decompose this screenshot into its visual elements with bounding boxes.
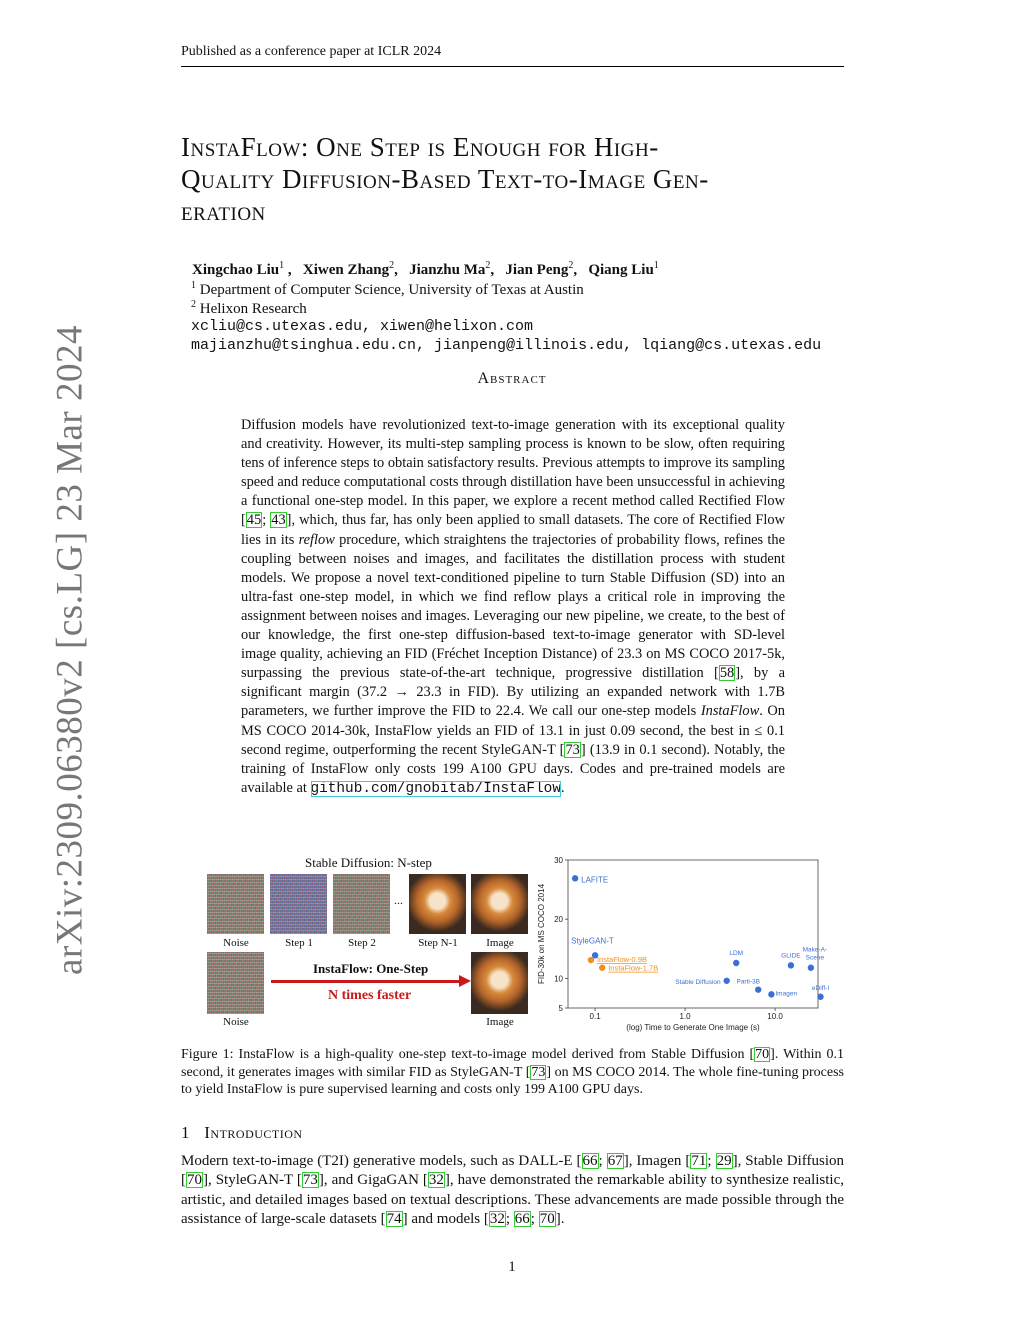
affil-number: 1 xyxy=(191,280,196,291)
citation-link[interactable]: 32 xyxy=(489,1210,505,1227)
point-lafite xyxy=(572,875,578,881)
x-tick-label: 0.1 xyxy=(589,1012,601,1021)
point-stable-diffusion xyxy=(723,978,729,984)
abstract-text: . On MS COCO 2014-30k, InstaFlow yields an FID of 13.1 in just 0.09 second, the best in ≤ 0.1 second regime, outperforming the recent StyleGAN-T [ xyxy=(241,703,785,758)
chart-xlabel: (log) Time to Generate One Image (s) xyxy=(626,1023,760,1032)
point-ediff-i xyxy=(817,994,823,1000)
label-image: Image xyxy=(486,937,514,949)
point-instaflow-1-7b xyxy=(599,965,605,971)
intro-text: ], and GigaGAN [ xyxy=(318,1172,428,1189)
author-sep: , xyxy=(573,262,589,278)
sd-title: Stable Diffusion: N-step xyxy=(305,855,432,870)
y-tick-label: 5 xyxy=(558,1004,563,1013)
label-image-2: Image xyxy=(486,1016,514,1028)
abstract-text: . xyxy=(560,779,565,796)
affil-text: Department of Computer Science, University of Texas at Austin xyxy=(199,282,584,298)
x-tick-label: 10.0 xyxy=(767,1012,783,1021)
point-label: Imagen xyxy=(775,990,798,998)
running-header: Published as a conference paper at ICLR 2024 xyxy=(181,44,442,59)
step-n-1-image xyxy=(409,874,466,934)
label-step-1: Step 1 xyxy=(285,937,313,949)
affiliation-2 xyxy=(191,299,307,318)
instaflow-noise-image xyxy=(207,952,264,1014)
author-name: Xiwen Zhang xyxy=(302,262,390,278)
intro-text: Modern text-to-image (T2I) generative models, such as DALL-E [ xyxy=(181,1153,582,1169)
point-label: Parti-3B xyxy=(736,978,760,986)
caption-text: Figure 1: InstaFlow is a high-quality one-step text-to-image model derived from Stable Diffusion [ xyxy=(181,1047,755,1062)
label-step-n-1: Step N-1 xyxy=(418,937,458,949)
citation-link[interactable]: 73 xyxy=(531,1064,546,1080)
x-tick-label: 1.0 xyxy=(679,1012,691,1021)
chart-ylabel: FID-30k on MS COCO 2014 xyxy=(537,883,546,985)
arxiv-stamp: arXiv:2309.06380v2 [cs.LG] 23 Mar 2024 xyxy=(49,325,91,975)
step-2-image xyxy=(333,874,390,934)
label-noise-2: Noise xyxy=(223,1016,249,1028)
author-list xyxy=(192,260,659,279)
point-ldm xyxy=(733,960,739,966)
instaflow-image xyxy=(471,952,528,1014)
intro-text: ], Stable Diffusion [ xyxy=(181,1153,845,1189)
section-number: 1 xyxy=(181,1123,190,1142)
point-label: Stable Diffusion xyxy=(675,978,721,986)
section-title: Introduction xyxy=(204,1123,303,1142)
intro-text: ]. xyxy=(555,1210,565,1227)
step-1-image xyxy=(270,874,327,934)
citation-link[interactable]: 71 xyxy=(691,1153,707,1169)
arrow-head-icon xyxy=(459,975,471,987)
author-affil: 2 xyxy=(568,260,574,271)
intro-text: ] and models [ xyxy=(402,1210,489,1227)
citation-link[interactable]: 73 xyxy=(302,1172,318,1189)
point-label: StyleGAN-T xyxy=(571,936,614,946)
citation-link[interactable]: 67 xyxy=(607,1153,623,1169)
caption-text: ]. Within 0.1 second, it generates images with similar FID as StyleGAN-T [ xyxy=(181,1047,845,1080)
point-label: GLIDE xyxy=(781,952,801,960)
author-affil: 1 xyxy=(653,260,659,271)
author-name: Qiang Liu xyxy=(588,262,654,278)
citation-link[interactable]: 73 xyxy=(565,741,580,758)
citation-link[interactable]: 29 xyxy=(716,1153,732,1169)
intro-text: ], StyleGAN-T [ xyxy=(203,1172,302,1189)
affil-text: Helixon Research xyxy=(199,301,307,317)
y-tick-label: 20 xyxy=(554,915,563,925)
citation-link[interactable]: 43 xyxy=(271,512,286,529)
paper-title xyxy=(181,131,851,227)
y-tick-label: 30 xyxy=(554,856,563,865)
citation-link[interactable]: 66 xyxy=(514,1210,530,1227)
title-line-2: Quality Diffusion-Based Text-to-Image Gen- xyxy=(181,164,709,194)
author-name: Jianzhu Ma xyxy=(409,262,486,278)
abstract-emphasis: InstaFlow xyxy=(700,703,760,720)
fid-time-chart xyxy=(535,853,830,1033)
citation-link[interactable]: 70 xyxy=(187,1172,202,1189)
author-sep: , xyxy=(394,262,410,278)
citation-link[interactable]: 70 xyxy=(755,1047,770,1062)
point-make-a-scene xyxy=(808,965,814,971)
abstract-text: ], which, thus far, has only been applied to small datasets. The core of Rectified Flow lies in its xyxy=(241,512,785,548)
final-image xyxy=(471,874,528,934)
intro-text: ], have demonstrated the remarkable ability to synthesize realistic, artistic, and detailed images based on textual descriptions. These advancements are made possible through the assistance of large-scale datasets [ xyxy=(181,1172,844,1227)
point-label: Scene xyxy=(805,954,825,962)
intro-paragraph: Modern text-to-image (T2I) generative models, such as DALL-E [66; 67], Imagen [71; 29], Stable Diffusion [70], StyleGAN-T [73], and GigaGAN [32], have demonstrated the remarkable ability to synthesize realistic, artistic, and detailed images based on textual descriptions. These advancements are made possible through the assistance of large-scale datasets [74] and models [32; 66; 70]. xyxy=(181,1153,845,1227)
instaflow-title: InstaFlow: One-Step xyxy=(313,961,429,976)
title-line-3: eration xyxy=(181,196,266,226)
email-line-1: xcliu@cs.utexas.edu, xiwen@helixon.com xyxy=(191,318,534,335)
point-parti-3b xyxy=(755,986,761,992)
arrow-shaft xyxy=(271,980,461,983)
label-step-2: Step 2 xyxy=(348,937,376,949)
abstract-body: Diffusion models have revolutionized text-to-image generation with its exceptional quality and creativity. However, its multi-step sampling process is known to be slow, often requiring tens of inference steps to obtain satisfactory results. Previous attempts to improve its sampling speed and reduce computational costs through distillation have been unsuccessful in achieving a functional one-step model. In this paper, we explore a recent method called Rectified Flow [45; 43], which, thus far, has only been applied to small datasets. The core of Rectified Flow lies in its reflow procedure, which straightens the trajectories of probability flows, refines the coupling between noises and images, and facilitates the distillation process with student models. We propose a novel text-conditioned pipeline to turn Stable Diffusion (SD) into an ultra-fast one-step model, in which we find reflow plays a critical role in improving the assignment between noises and images. Leveraging our new pipeline, we create, to the best of our knowledge, the first one-step diffusion-based text-to-image generator with SD-level image quality, achieving an FID (Fréchet Inception Distance) of 23.3 on MS COCO 2017-5k, surpassing the previous state-of-the-art technique, progressive distillation [58], by a significant margin (37.2 → 23.3 in FID). By utilizing an expanded network with 1.7B parameters, we further improve the FID to 22.4. We call our one-step models InstaFlow. On MS COCO 2014-30k, InstaFlow yields an FID of 13.1 in just 0.09 second, the best in ≤ 0.1 second regime, outperforming the recent StyleGAN-T [73] (13.9 in 0.1 second). Notably, the training of InstaFlow only costs 199 A100 GPU days. Codes and pre-trained models are available at github.com/gnobitab/InstaFlow. xyxy=(241,417,785,797)
author-sep: , xyxy=(490,262,506,278)
faster-label: N times faster xyxy=(328,988,412,1003)
point-label: InstaFlow-0.9B xyxy=(596,955,648,965)
citation-link[interactable]: 45 xyxy=(246,512,262,529)
section-heading xyxy=(181,1123,303,1143)
point-imagen xyxy=(768,991,774,997)
author-name: Xingchao Liu xyxy=(192,262,280,278)
chart-points xyxy=(571,875,829,1000)
abstract-text: procedure, which straightens the trajectories of probability flows, refines the coupling between noises and images, and facilitates the distillation process with student models. We propose a novel text-conditioned pipeline to turn Stable Diffusion (SD) into an ultra-fast one-step model, in which we find reflow plays a critical role in improving the assignment between noises and images. Leveraging our new pipeline, we create, to the best of our knowledge, the first one-step diffusion-based text-to-image generator with SD-level image quality, achieving an FID (Fréchet Inception Distance) of 23.3 on MS COCO 2017-5k, surpassing the previous state-of-the-art technique, progressive distillation [ xyxy=(241,531,785,682)
citation-link[interactable]: 66 xyxy=(582,1153,598,1169)
author-affil: 2 xyxy=(389,260,395,271)
author-sep: , xyxy=(284,262,303,278)
point-label: LDM xyxy=(729,950,744,958)
citation-link[interactable]: 70 xyxy=(539,1210,555,1227)
point-instaflow-0-9b xyxy=(588,957,594,963)
citation-link[interactable]: 32 xyxy=(428,1172,444,1189)
author-name: Jian Peng xyxy=(505,262,569,278)
affil-number: 2 xyxy=(191,299,196,310)
label-noise: Noise xyxy=(223,937,249,949)
code-url-link[interactable]: github.com/gnobitab/InstaFlow xyxy=(310,780,561,797)
abstract-heading: Abstract xyxy=(477,370,547,387)
noise-image xyxy=(207,874,264,934)
author-affil: 2 xyxy=(485,260,491,271)
abstract-text: Diffusion models have revolutionized text-to-image generation with its exceptional quality and creativity. However, its multi-step sampling process is known to be slow, often requiring tens of inference steps to obtain satisfactory results. Previous attempts to improve its sampling speed and reduce computational costs through distillation have been unsuccessful in achieving a functional one-step model. In this paper, we explore a recent method called Rectified Flow [ xyxy=(241,417,785,529)
page-number: 1 xyxy=(508,1259,516,1275)
affiliation-1 xyxy=(191,280,584,299)
point-label: LAFITE xyxy=(581,875,609,885)
y-tick-label: 10 xyxy=(554,974,563,984)
point-label: eDiff-I xyxy=(811,984,830,992)
figure-caption xyxy=(181,1046,844,1099)
header-rule xyxy=(181,66,844,67)
point-label: InstaFlow-1.7B xyxy=(608,963,659,973)
intro-text: ], Imagen [ xyxy=(623,1153,691,1169)
author-affil: 1 xyxy=(279,260,285,271)
title-line-1: InstaFlow: One Step is Enough for High- xyxy=(181,132,659,162)
email-line-2: majianzhu@tsinghua.edu.cn, jianpeng@illinois.edu, lqiang@cs.utexas.edu xyxy=(191,337,822,354)
citation-link[interactable]: 74 xyxy=(386,1210,402,1227)
caption-text: ] on MS COCO 2014. The whole fine-tuning process to yield InstaFlow is pure supervised learning and costs only 199 A100 GPU days. xyxy=(181,1064,844,1097)
abstract-emphasis: reflow xyxy=(298,531,335,548)
citation-link[interactable]: 58 xyxy=(719,665,735,682)
abstract-text: ], by a significant margin (37.2 → 23.3 in FID). By utilizing an expanded network with 1.7B parameters, we further improve the FID to 22.4. We call our one-step models xyxy=(241,665,785,720)
ellipsis: ... xyxy=(394,893,403,907)
point-label: Make-A- xyxy=(802,946,828,954)
abstract-text: ] (13.9 in 0.1 second). Notably, the training of InstaFlow only costs 199 A100 GPU days. Codes and pre-trained models are available at xyxy=(241,741,785,796)
point-glide xyxy=(788,962,794,968)
